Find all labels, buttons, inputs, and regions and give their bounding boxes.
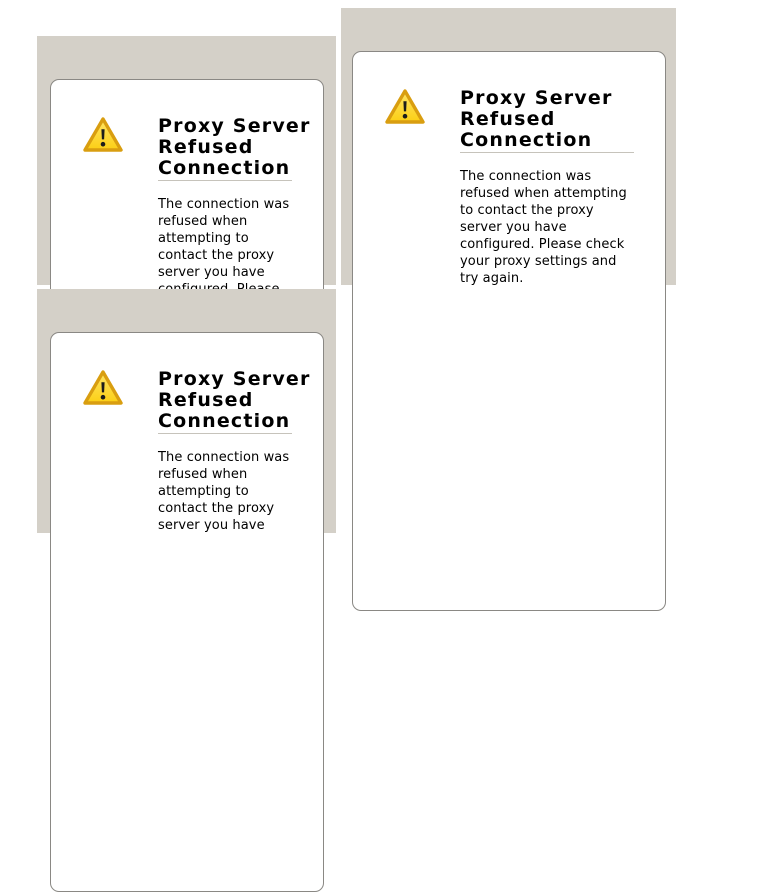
error-description-line: configured. Please check: [460, 237, 625, 252]
error-title: [460, 88, 634, 151]
error-page-top-left: [37, 36, 336, 285]
error-description-line: to contact the proxy: [460, 203, 594, 218]
error-title: [158, 368, 311, 432]
error-description-line: refused when: [158, 214, 248, 229]
title-underline: [158, 433, 292, 434]
warning-icon: [82, 369, 124, 534]
title-underline: [460, 152, 634, 153]
error-description-line: The connection was: [460, 169, 592, 184]
error-description-line: server you have: [158, 265, 265, 280]
error-description-line: contact the proxy: [158, 501, 275, 516]
error-description-line: try again.: [460, 271, 524, 286]
error-title-line: Proxy Server: [158, 115, 311, 137]
title-underline: [158, 180, 292, 181]
error-description: [158, 196, 292, 298]
error-description: [460, 168, 634, 287]
error-description-line: contact the proxy: [158, 248, 275, 263]
error-title-line: Refused: [158, 136, 254, 158]
error-title: [158, 115, 311, 179]
error-dialog-card: [352, 51, 666, 611]
error-title-line: Proxy Server: [460, 87, 613, 109]
error-title-line: Proxy Server: [158, 368, 311, 390]
error-page-top-right: [341, 8, 676, 285]
error-title-line: Connection: [460, 129, 593, 151]
error-title-line: Refused: [460, 108, 556, 130]
error-title-line: Connection: [158, 410, 291, 432]
error-page-bottom-left: [37, 289, 336, 533]
error-description-line: refused when: [158, 467, 248, 482]
warning-icon: [82, 116, 124, 298]
error-description-line: attempting to: [158, 231, 249, 246]
error-description: [158, 449, 292, 534]
error-title-line: Refused: [158, 389, 254, 411]
error-description-line: The connection was: [158, 450, 290, 465]
error-description-line: your proxy settings and: [460, 254, 617, 269]
error-description-line: attempting to: [158, 484, 249, 499]
warning-icon: [384, 88, 426, 287]
error-dialog-card: [50, 332, 324, 892]
error-description-line: The connection was: [158, 197, 290, 212]
error-description-line: server you have: [158, 518, 265, 533]
error-title-line: Connection: [158, 157, 291, 179]
error-description-line: refused when attempting: [460, 186, 627, 201]
error-description-line: server you have: [460, 220, 567, 235]
